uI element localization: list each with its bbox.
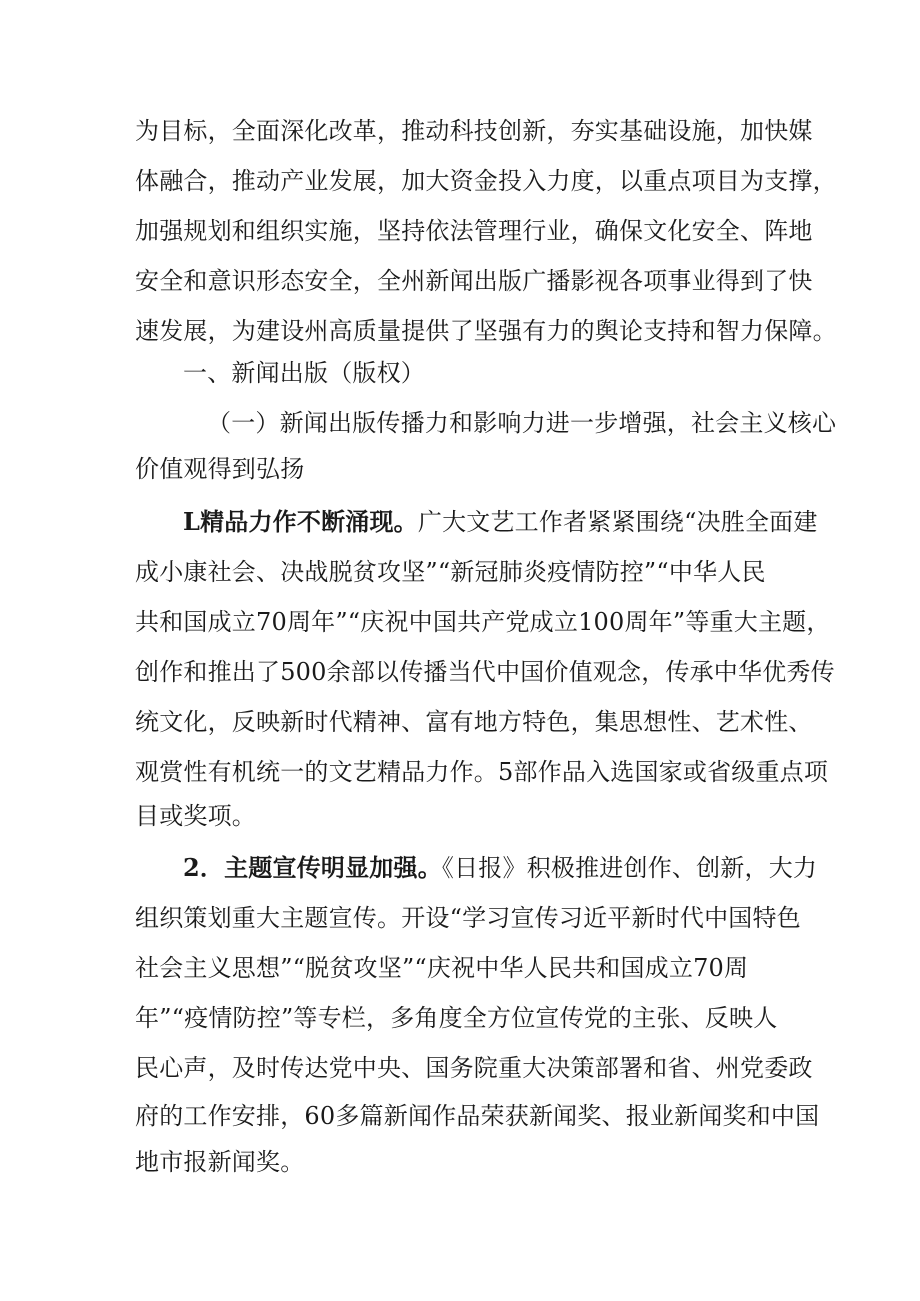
body-text-line: 民心声，及时传达党中央、国务院重大决策部署和省、州党委政 [135, 1054, 813, 1082]
body-text-line: 府的工作安排，60多篇新闻作品荣获新闻奖、报业新闻奖和中国 [135, 1102, 820, 1130]
item-title: 2．主题宣传明显加强。 [183, 853, 442, 882]
subsection-heading: （一）新闻出版传播力和影响力进一步增强，社会主义核心 [207, 409, 837, 437]
body-text-line: 社会主义思想”“脱贫攻坚”“庆祝中华人民共和国成立70周 [135, 954, 749, 982]
body-text-line: 加强规划和组织实施，坚持依法管理行业，确保文化安全、阵地 [135, 217, 813, 245]
body-text-line: 速发展，为建设州高质量提供了坚强有力的舆论支持和智力保障。 [135, 317, 837, 345]
item-first-line [183, 507, 818, 537]
body-text-line: 安全和意识形态安全，全州新闻出版广播影视各项事业得到了快 [135, 267, 813, 295]
body-text-line: 共和国成立70周年”“庆祝中国共产党成立100周年”等重大主题， [135, 608, 831, 636]
body-text-line: 地市报新闻奖。 [135, 1148, 305, 1176]
item-first-line [183, 853, 817, 883]
section-heading: 一、新闻出版（版权） [183, 359, 425, 387]
item-title: L精品力作不断涌现。 [183, 507, 418, 536]
subsection-heading: 价值观得到弘扬 [135, 455, 305, 483]
body-text-line: 体融合，推动产业发展，加大资金投入力度，以重点项目为支撑， [135, 167, 837, 195]
body-text-line: 观赏性有机统一的文艺精品力作。5部作品入选国家或省级重点项 [135, 758, 829, 786]
body-text-line: 组织策划重大主题宣传。开设“学习宣传习近平新时代中国特色 [135, 904, 801, 932]
body-text-line: 年”“疫情防控”等专栏，多角度全方位宣传党的主张、反映人 [135, 1004, 778, 1032]
body-text-line: 统文化，反映新时代精神、富有地方特色，集思想性、艺术性、 [135, 708, 813, 736]
body-text-line: 成小康社会、决战脱贫攻坚”“新冠肺炎疫情防控”“中华人民 [135, 558, 766, 586]
body-text-line: 目或奖项。 [135, 802, 256, 830]
body-text-line: 创作和推出了500余部以传播当代中国价值观念，传承中华优秀传 [135, 658, 835, 686]
item-text: 《日报》积极推进创作、创新，大力 [441, 854, 818, 882]
body-text-line: 为目标，全面深化改革，推动科技创新，夯实基础设施，加快媒 [135, 117, 813, 145]
item-text: 广大文艺工作者紧紧围绕“决胜全面建 [417, 508, 818, 536]
